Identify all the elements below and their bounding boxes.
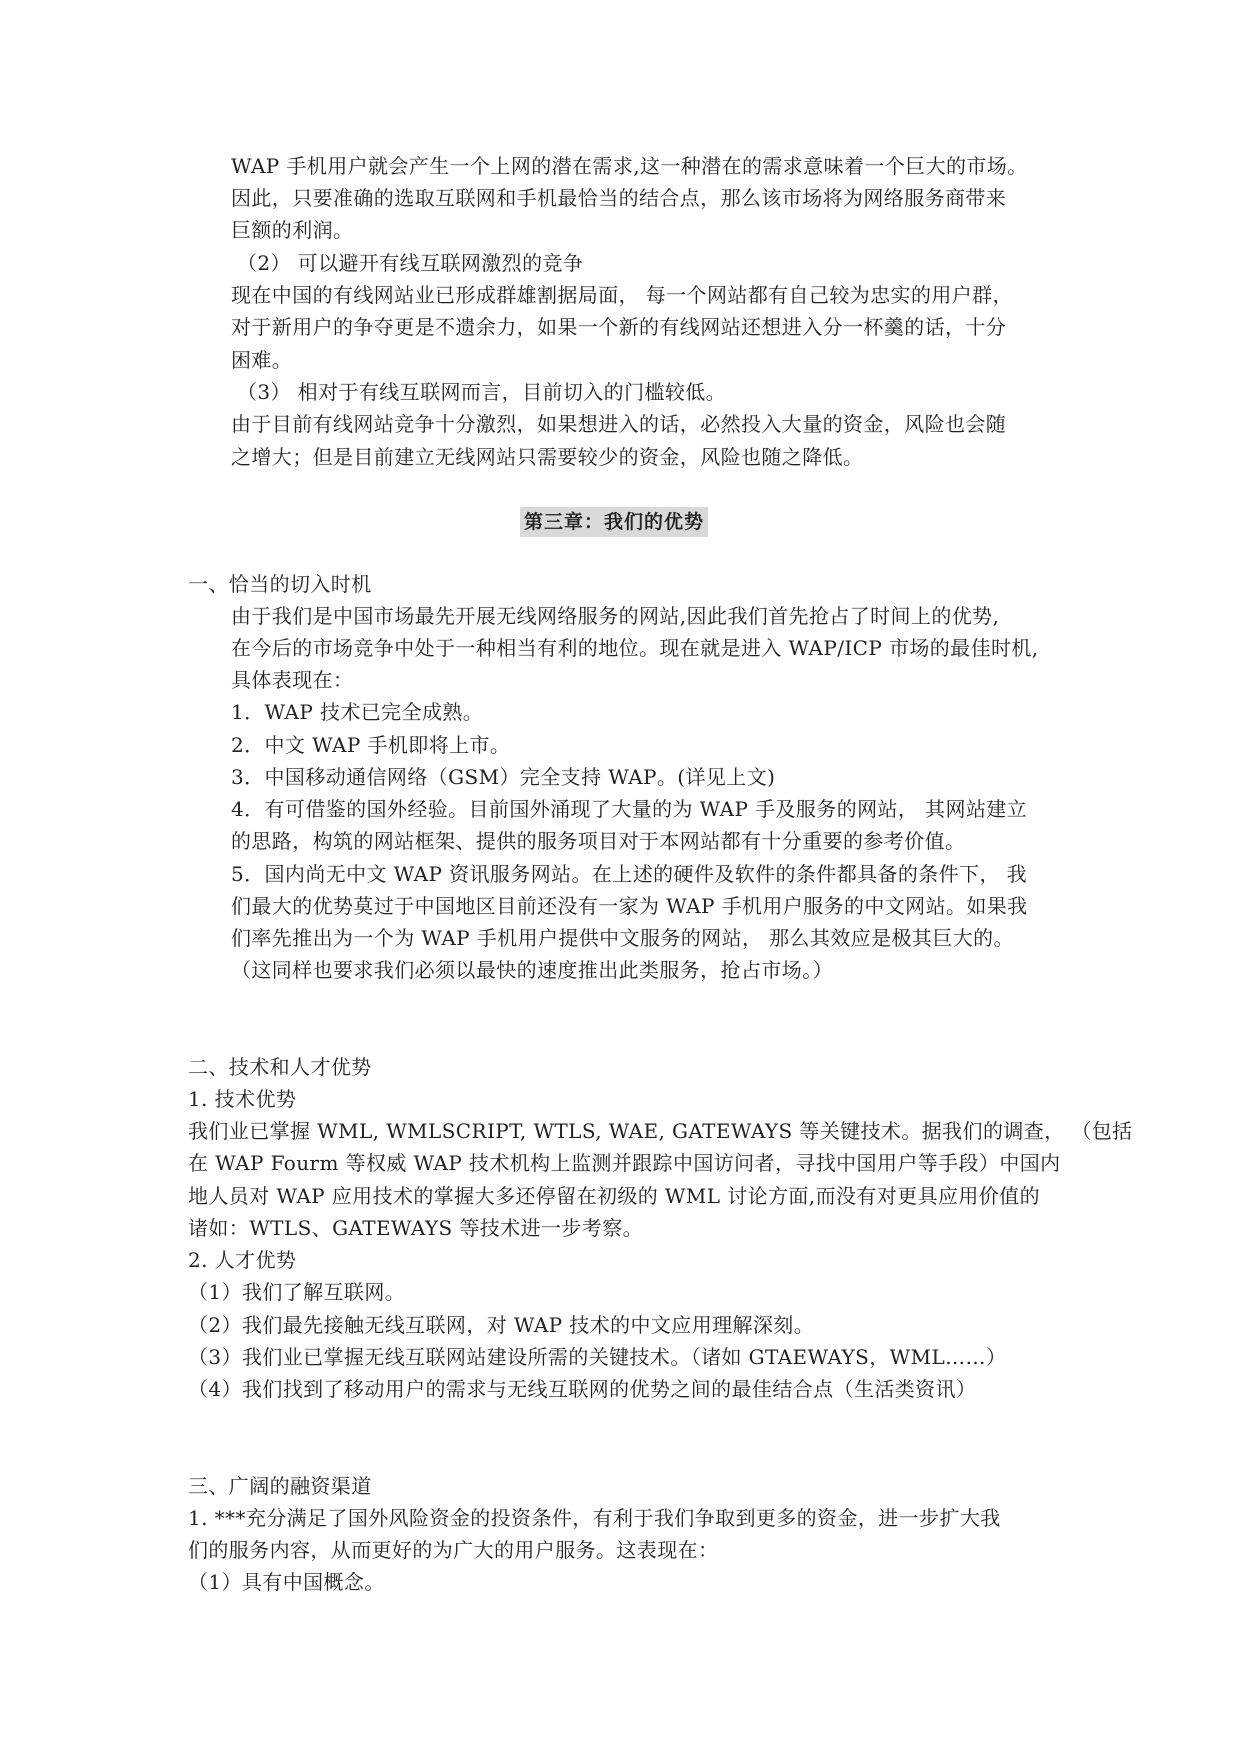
- section-1-heading: 一、恰当的切入时机: [188, 572, 372, 596]
- section-1-item-4-line-1: 4．有可借鉴的国外经验。目前国外涌现了大量的为 WAP 手及服务的网站， 其网站建立: [231, 797, 1028, 821]
- section-1-line-1: 由于我们是中国市场最先开展无线网络服务的网站,因此我们首先抢占了时间上的优势,: [231, 604, 1000, 628]
- section-2-item-1: （1）我们了解互联网。: [188, 1280, 406, 1304]
- section-3-line-1: 1. ***充分满足了国外风险资金的投资条件，有利于我们争取到更多的资金，进一步扩大我: [188, 1506, 1001, 1530]
- section-2-item-4: （4）我们找到了移动用户的需求与无线互联网的优势之间的最佳结合点（生活类资讯）: [188, 1377, 977, 1401]
- section-1-line-2: 在今后的市场竞争中处于一种相当有利的地位。现在就是进入 WAP/ICP 市场的最佳时机,: [231, 636, 1039, 660]
- section-1-item-5-line-2: 们最大的优势莫过于中国地区目前还没有一家为 WAP 手机用户服务的中文网站。如果我: [231, 894, 1028, 918]
- section-2-text-2: 在 WAP Fourm 等权威 WAP 技术机构上监测并跟踪中国访问者，寻找中国用户等手段）中国内: [188, 1151, 1061, 1175]
- section-1-line-3: 具体表现在：: [231, 668, 354, 692]
- section-1-item-4-line-2: 的思路，构筑的网站框架、提供的服务项目对于本网站都有十分重要的参考价值。: [231, 829, 966, 853]
- section-3-line-3: （1）具有中国概念。: [188, 1570, 385, 1594]
- section-1-item-2: 2．中文 WAP 手机即将上市。: [231, 733, 511, 757]
- section-3-line-2: 们的服务内容，从而更好的为广大的用户服务。这表现在：: [188, 1538, 719, 1562]
- chapter-title: 第三章：我们的优势: [520, 507, 708, 537]
- section-1-item-3: 3．中国移动通信网络（GSM）完全支持 WAP。(详见上文): [231, 765, 776, 789]
- section-1-item-1: 1．WAP 技术已完全成熟。: [231, 700, 484, 724]
- section-3-heading: 三、广阔的融资渠道: [188, 1474, 372, 1498]
- section-1-item-5-line-3: 们率先推出为一个为 WAP 手机用户提供中文服务的网站， 那么其效应是极其巨大的。: [231, 926, 1014, 950]
- section-2-item-2: （2）我们最先接触无线互联网，对 WAP 技术的中文应用理解深刻。: [188, 1313, 815, 1337]
- intro-line-1: WAP 手机用户就会产生一个上网的潜在需求,这一种潜在的需求意味着一个巨大的市场。: [231, 154, 1028, 178]
- section-2-item-3: （3）我们业已掌握无线互联网站建设所需的关键技术。（诸如 GTAEWAYS，WML……）: [188, 1345, 1007, 1369]
- point-2-line-3: 困难。: [231, 348, 293, 372]
- point-3-line-1: 由于目前有线网站竞争十分激烈，如果想进入的话，必然投入大量的资金，风险也会随: [231, 412, 1007, 436]
- section-2-sub-2: 2. 人才优势: [188, 1248, 297, 1272]
- point-2-heading: （2） 可以避开有线互联网激烈的竞争: [237, 251, 584, 275]
- section-2-text-1: 我们业已掌握 WML, WMLSCRIPT, WTLS, WAE, GATEWAYS 等关键技术。据我们的调查， （包括: [188, 1119, 1133, 1143]
- section-1-item-5-line-1: 5．国内尚无中文 WAP 资讯服务网站。在上述的硬件及软件的条件都具备的条件下， 我: [231, 862, 1028, 886]
- section-1-item-5-line-4: （这同样也要求我们必须以最快的速度推出此类服务，抢占市场。）: [231, 958, 833, 982]
- point-2-line-2: 对于新用户的争夺更是不遗余力，如果一个新的有线网站还想进入分一杯羹的话，十分: [231, 315, 1007, 339]
- intro-line-3: 巨额的利润。: [231, 218, 354, 242]
- intro-line-2: 因此，只要准确的选取互联网和手机最恰当的结合点，那么该市场将为网络服务商带来: [231, 186, 1007, 210]
- point-3-heading: （3） 相对于有线互联网而言，目前切入的门槛较低。: [237, 380, 727, 404]
- section-2-text-4: 诸如：WTLS、GATEWAYS 等技术进一步考察。: [188, 1216, 643, 1240]
- section-2-sub-1: 1. 技术优势: [188, 1087, 297, 1111]
- section-2-text-3: 地人员对 WAP 应用技术的掌握大多还停留在初级的 WML 讨论方面,而没有对更具应用价值的: [188, 1184, 1040, 1208]
- section-2-heading: 二、技术和人才优势: [188, 1055, 372, 1079]
- point-3-line-2: 之增大；但是目前建立无线网站只需要较少的资金，风险也随之降低。: [231, 445, 864, 469]
- point-2-line-1: 现在中国的有线网站业已形成群雄割据局面， 每一个网站都有自己较为忠实的用户群，: [231, 283, 1013, 307]
